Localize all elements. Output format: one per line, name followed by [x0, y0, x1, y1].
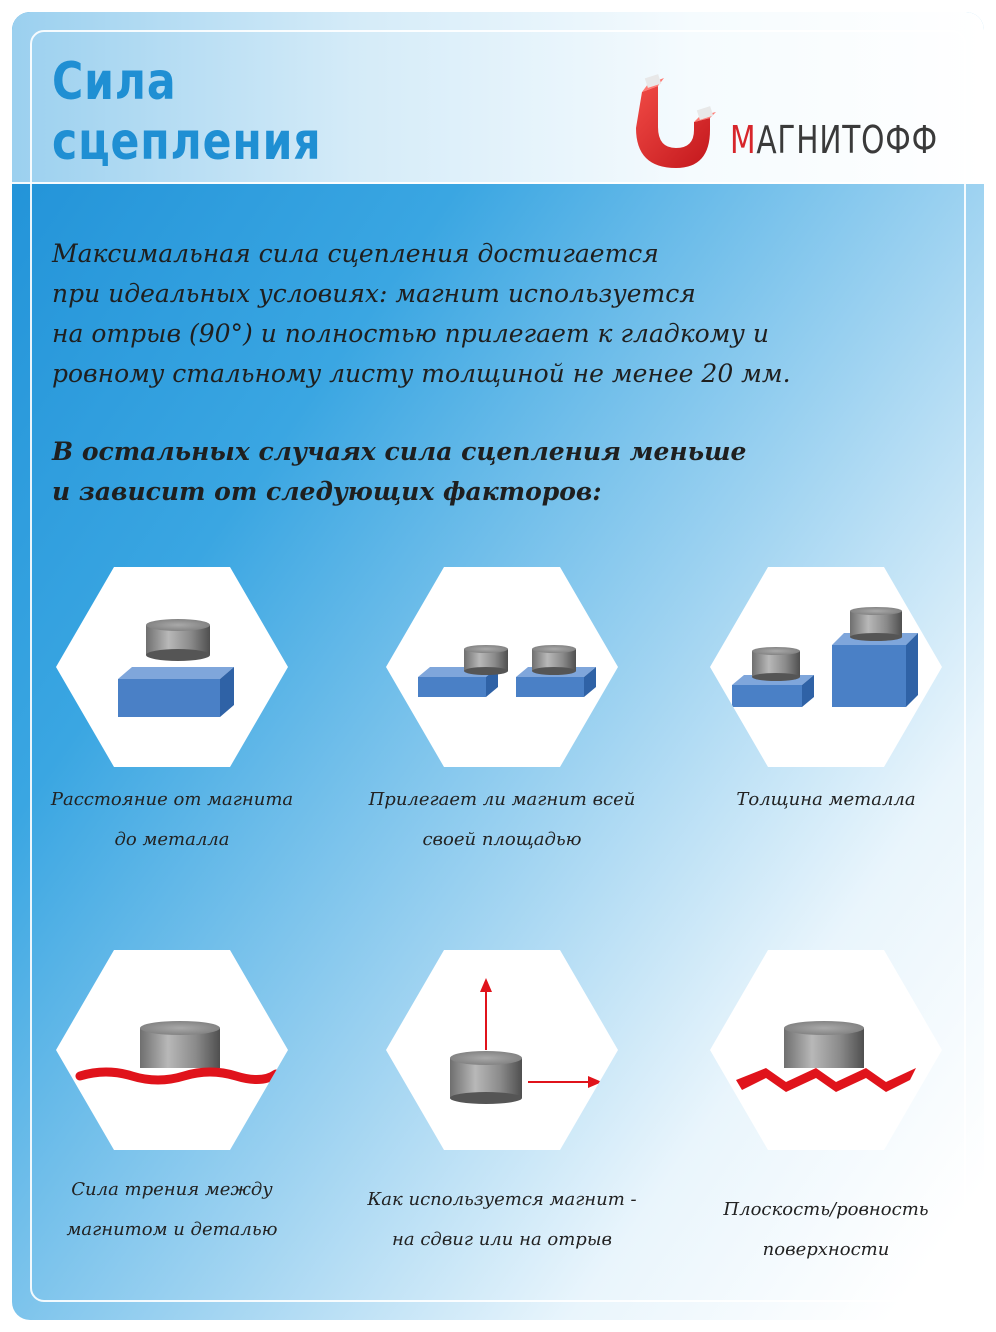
title-line-2: сцепления — [52, 112, 322, 172]
factor-caption-distance: Расстояние от магнита до металла — [50, 789, 294, 850]
factor-caption-flatness: Плоскость/ровность поверхности — [723, 1199, 929, 1260]
intro-paragraph: Максимальная сила сцепления достигается при идеальных условиях: магнит используется на отрыв (90°) и полностью прилегает к гладкому и ровному стальному листу толщиной не менее 20 мм. — [52, 239, 791, 388]
factors-intro-paragraph: В остальных случаях сила сцепления меньше и зависит от следующих факторов: — [52, 437, 747, 506]
title-line-1: Сила — [52, 52, 177, 112]
factor-caption-thickness: Толщина металла — [736, 789, 916, 810]
factor-caption-friction: Сила трения между магнитом и деталью — [66, 1179, 278, 1240]
brand-name: МАГНИТОФФ — [730, 118, 938, 162]
factor-caption-contact-area: Прилегает ли магнит всей своей площадью — [368, 789, 636, 850]
factor-caption-shear-pull: Как используется магнит - на сдвиг или на отрыв — [367, 1189, 637, 1250]
infographic-frame — [12, 12, 984, 1320]
